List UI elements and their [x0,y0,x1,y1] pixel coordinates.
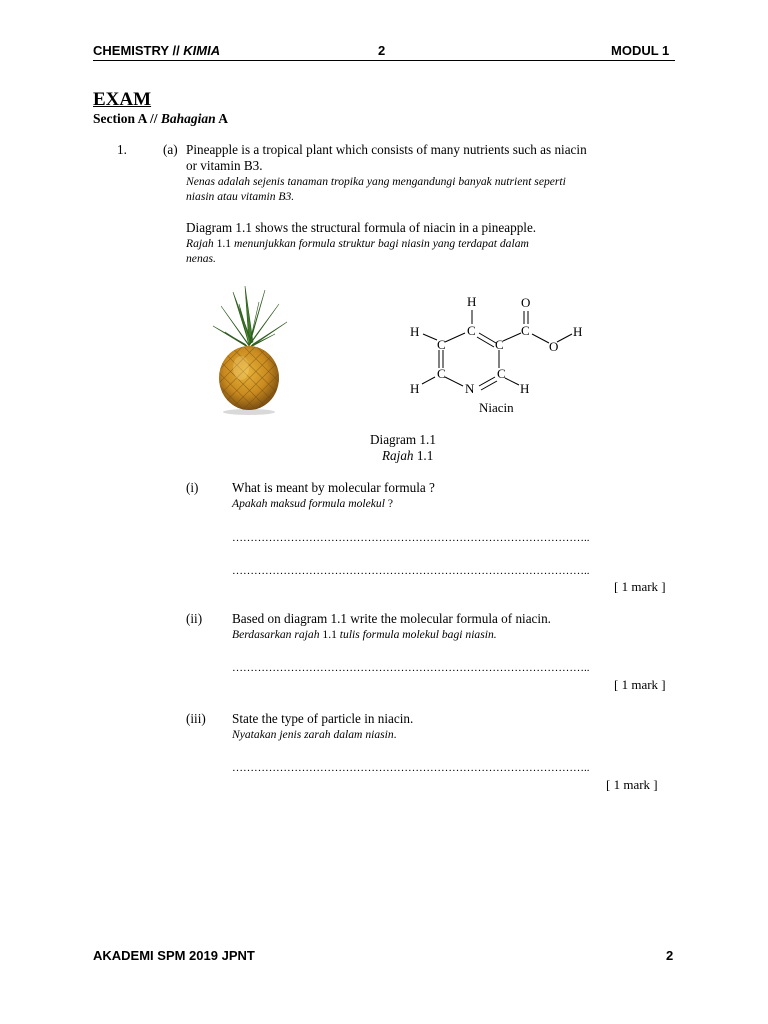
intro-ms-line1: Nenas adalah sejenis tanaman tropika yang mengandungi banyak nutrient seperti [186,175,566,188]
answer-line-iii[interactable]: …………………………………………………………………………………….. [232,762,590,774]
atom-n: N [465,381,475,396]
diagram-intro-ms-line1: Rajah 1.1 menunjukkan formula struktur bagi niasin yang terdapat dalam [186,237,529,250]
answer-line-i-2[interactable]: …………………………………………………………………………………….. [232,565,590,577]
subquestion-iii-number: (iii) [186,711,206,726]
subquestion-iii-en: State the type of particle in niacin. [232,711,414,726]
atom-h-left-top: H [410,324,420,339]
intro-en-line1: Pineapple is a tropical plant which consists of many nutrients such as niacin [186,142,587,157]
footer-page-number: 2 [666,948,674,963]
atom-c-left-upper: C [437,337,446,352]
atom-h-right-bottom: H [520,381,530,396]
atom-c-left-lower: C [437,366,446,381]
intro-en-line2: or vitamin B3. [186,158,263,173]
answer-line-i-1[interactable]: …………………………………………………………………………………….. [232,532,590,544]
intro-ms-line2: niasin atau vitamin B3. [186,190,295,203]
header-right: MODUL 1 [611,43,670,58]
header-rule [93,60,675,61]
mark-i: [ 1 mark ] [614,579,666,594]
figure-caption-en: Diagram 1.1 [370,432,436,447]
header-left: CHEMISTRY // KIMIA [93,43,221,58]
section-heading: Section A // Bahagian A [93,111,229,126]
atom-h-top: H [467,294,477,309]
header-page-number: 2 [378,43,386,58]
subquestion-ii-en: Based on diagram 1.1 write the molecular formula of niacin. [232,611,551,626]
subquestion-i-number: (i) [186,480,199,495]
atom-c-right-upper: C [495,337,504,352]
subquestion-iii-ms: Nyatakan jenis zarah dalam niasin. [232,728,397,741]
atom-h-right: H [573,324,583,339]
page-title: EXAM [93,89,152,110]
subquestion-ii-number: (ii) [186,611,203,626]
atom-c-right-lower: C [497,366,506,381]
figure-caption-ms: Rajah 1.1 [382,448,434,463]
question-part: (a) [163,142,178,157]
question-number: 1. [117,142,127,157]
answer-line-ii[interactable]: …………………………………………………………………………………….. [232,662,590,674]
diagram-intro-en: Diagram 1.1 shows the structural formula of niacin in a pineapple. [186,220,537,235]
mark-ii: [ 1 mark ] [614,677,666,692]
mark-iii: [ 1 mark ] [606,777,658,792]
subquestion-i-en: What is meant by molecular formula ? [232,480,435,495]
atom-o-top: O [521,295,531,310]
diagram-intro-ms-line2: nenas. [186,252,216,265]
subquestion-ii-ms: Berdasarkan rajah 1.1 tulis formula molekul bagi niasin. [232,628,497,641]
atom-h-left-bottom: H [410,381,420,396]
subquestion-i-ms: Apakah maksud formula molekul ? [232,497,393,510]
pineapple-image [205,282,305,417]
atom-c-carboxyl: C [521,323,530,338]
niacin-structural-formula [395,290,595,420]
atom-c-top: C [467,323,476,338]
atom-o-single: O [549,339,559,354]
molecule-label: Niacin [479,400,514,415]
footer-left: AKADEMI SPM 2019 JPNT [93,948,255,963]
